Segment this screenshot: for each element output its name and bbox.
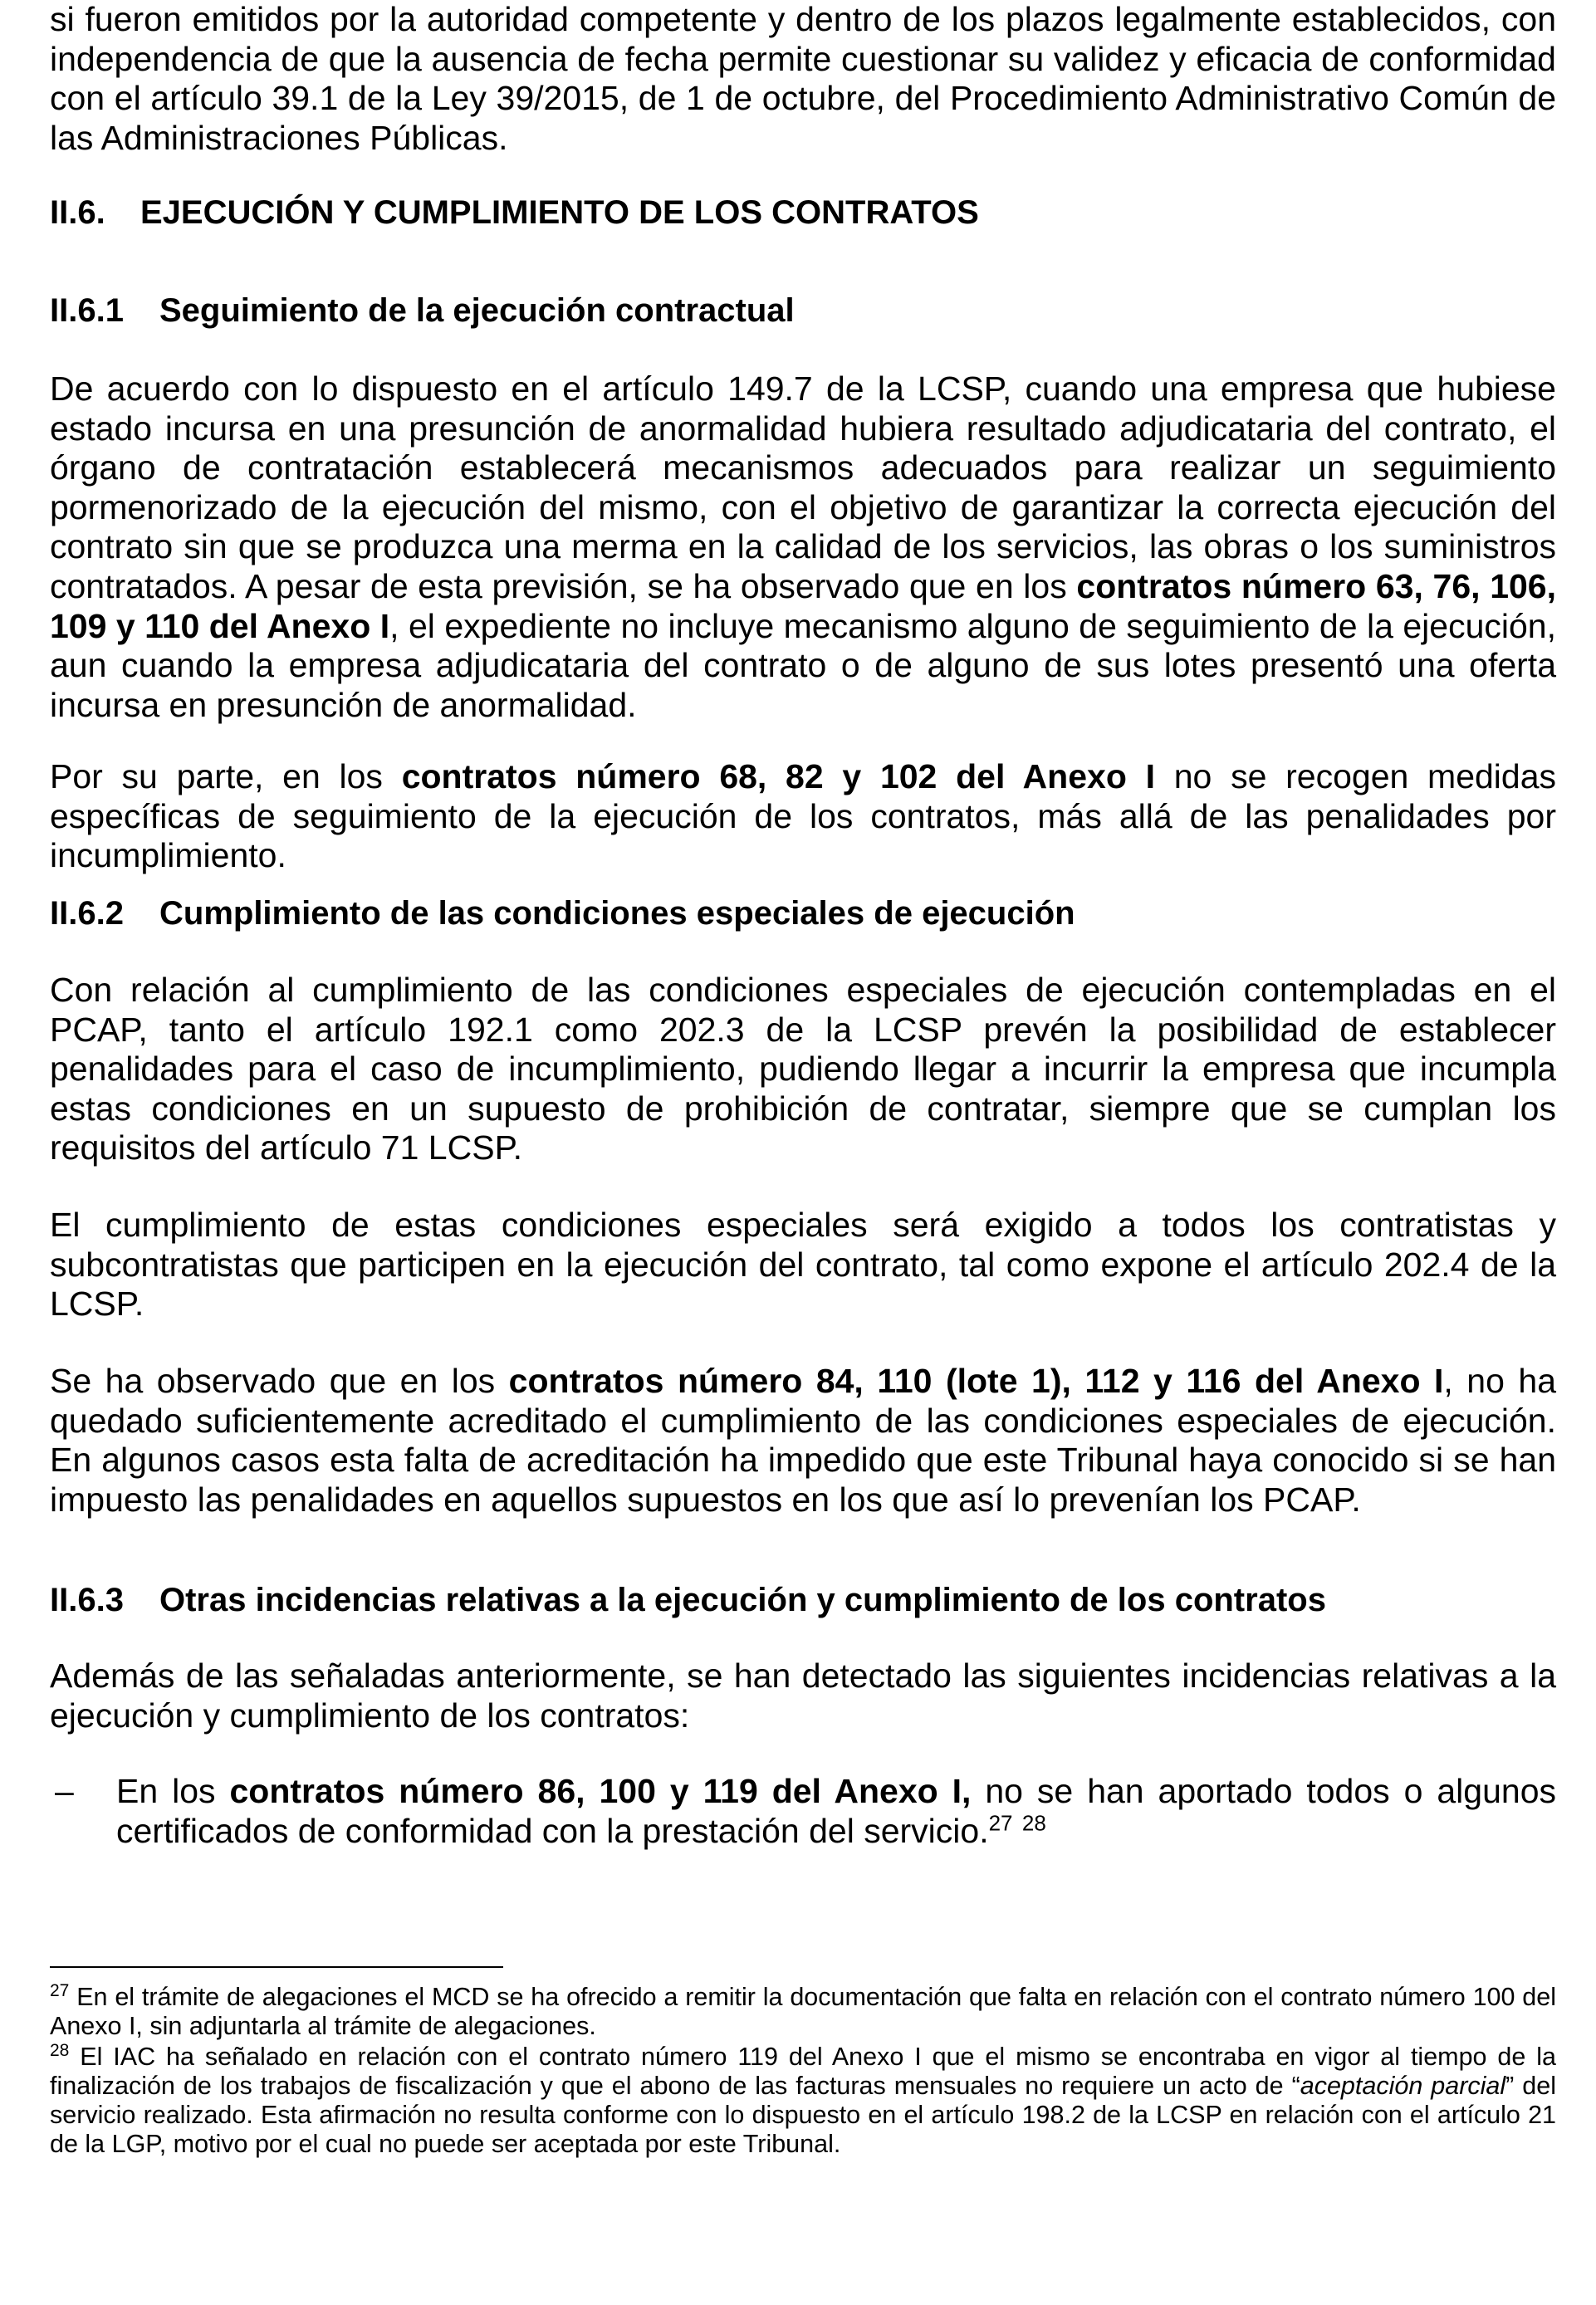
contracts-reference: contratos número 63, 76, 106, 109 y 110 del Anexo I [50, 566, 1556, 645]
footnote-28: $^{28}$ El IAC ha señalado en relación con el contrato número 119 del Anexo I que el mismo se encontraba en vigor al tiempo de la finalización de los trabajos de fiscalización y que el abono de las facturas mensuales no requiere un acto de “aceptación parcial” del servicio realizado. Esta afirmación no resulta conforme con lo dispuesto en el artículo 198.2 de la LCSP en relación con el artículo 21 de la LGP, motivo por el cual no puede ser aceptada por este Tribunal. [50, 2040, 1556, 2158]
intro-paragraph: si fueron emitidos por la autoridad competente y dentro de los plazos legalmente establecidos, con independencia de que la ausencia de fecha permite cuestionar su validez y eficacia de conformidad con el artículo 39.1 de la Ley 39/2015, de 1 de octubre, del Procedimiento Administrativo Común de las Administraciones Públicas. [50, 0, 1556, 157]
paragraph-condiciones-1: Con relación al cumplimiento de las condiciones especiales de ejecución contempladas en el PCAP, tanto el artículo 192.1 como 202.3 de la LCSP prevén la posibilidad de establecer penalidades para el caso de incumplimiento, pudiendo llegar a incurrir la empresa que incumpla estas condiciones en un supuesto de prohibición de contratar, siempre que se cumplan los requisitos del artículo 71 LCSP. [50, 971, 1556, 1167]
section-title: EJECUCIÓN Y CUMPLIMIENTO DE LOS CONTRATOS [140, 194, 979, 231]
footnote-ref-28[interactable]: 28 [1021, 1809, 1046, 1835]
paragraph-seguimiento-2: Por su parte, en los contratos número 68, 82 y 102 del Anexo I no se recogen medidas específicas de seguimiento de la ejecución de los contratos, más allá de las penalidades por incumplimiento. [50, 757, 1557, 875]
paragraph-seguimiento-1: De acuerdo con lo dispuesto en el artículo 149.7 de la LCSP, cuando una empresa que hubiese estado incursa en una presunción de anormalidad hubiera resultado adjudicataria del contrato, el órgano de contratación establecerá mecanismos adecuados para realizar un seguimiento pormenorizado de la ejecución del mismo, con el objetivo de garantizar la correcta ejecución del contrato sin que se produzca una merma en la calidad de los servicios, las obras o los suministros contratados. A pesar de esta previsión, se ha observado que en los contratos número 63, 76, 106, 109 y 110 del Anexo I, el expediente no incluye mecanismo alguno de seguimiento de la ejecución, aun cuando la empresa adjudicataria del contrato o de alguno de sus lotes presentó una oferta incursa en presunción de anormalidad. [50, 369, 1557, 724]
subsection-heading-1 [50, 291, 795, 330]
subsection-title-3: Otras incidencias relativas a la ejecución y cumplimiento de los contratos [159, 1582, 1326, 1618]
paragraph-condiciones-2: El cumplimiento de estas condiciones especiales será exigido a todos los contratistas y subcontratistas que participen en la ejecución del contrato, tal como expone el artículo 202.4 de la LCSP. [50, 1206, 1556, 1324]
footnote-separator [50, 1966, 503, 1968]
subsection-title-1: Seguimiento de la ejecución contractual [159, 292, 795, 329]
subsection-number-1: II.6.1 [50, 292, 124, 329]
footnote-27: $^{27}$ En el trámite de alegaciones el MCD se ha ofrecido a remitir la documentación que falta en relación con el contrato número 100 del Anexo I, sin adjuntarla al trámite de alegaciones. [50, 1980, 1556, 2040]
contracts-reference: contratos número 84, 110 (lote 1), 112 y 116 del Anexo I [508, 1362, 1444, 1400]
contracts-reference: contratos número 68, 82 y 102 del Anexo I [401, 757, 1155, 795]
subsection-title-2: Cumplimiento de las condiciones especiales de ejecución [159, 895, 1075, 932]
subsection-number-2: II.6.2 [50, 895, 124, 932]
subsection-heading-2 [50, 893, 1075, 933]
paragraph-condiciones-3: Se ha observado que en los contratos número 84, 110 (lote 1), 112 y 116 del Anexo I, no ha quedado suficientemente acreditado el cumplimiento de las condiciones especiales de ejecución. En algunos casos esta falta de acreditación ha impedido que este Tribunal haya conocido si se han impuesto las penalidades en aquellos supuestos en los que así lo prevenían los PCAP. [50, 1362, 1556, 1519]
subsection-heading-3 [50, 1580, 1326, 1620]
paragraph-incidencias: Además de las señaladas anteriormente, se han detectado las siguientes incidencias relativas a la ejecución y cumplimiento de los contratos: [50, 1657, 1556, 1735]
footnote-marker-28: 28 [50, 2040, 70, 2060]
footnote-marker-27: 27 [50, 1980, 70, 2000]
bullet-item: En los contratos número 86, 100 y 119 del Anexo I, no se han aportado todos o algunos certificados de conformidad con la prestación del servicio.$^{27}$ $^{28}$ [116, 1772, 1556, 1850]
subsection-number-3: II.6.3 [50, 1582, 124, 1618]
contracts-reference: contratos número 86, 100 y 119 del Anexo I, [229, 1772, 972, 1810]
section-number: II.6. [50, 194, 105, 231]
bullet-dash: – [55, 1772, 74, 1810]
footnote-ref-27[interactable]: 27 [988, 1809, 1013, 1835]
section-heading [50, 193, 979, 232]
